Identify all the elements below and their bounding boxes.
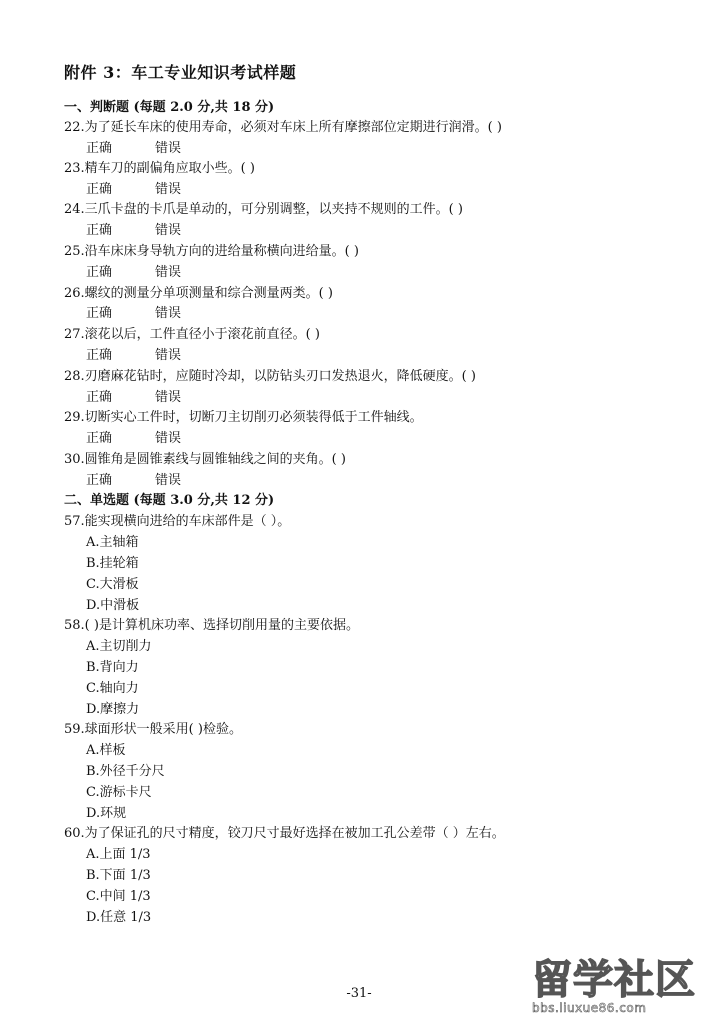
question-29: 29.切断实心工件时，切断刀主切削刃必须装得低于工件轴线。 [64, 410, 423, 425]
correct-option: 正确 [86, 223, 113, 238]
question-57: 57.能实现横向进给的车床部件是（ ）。 [64, 514, 291, 529]
correct-option: 正确 [86, 182, 113, 197]
option-57-a: A.主轴箱 [86, 535, 139, 550]
watermark-logo-text: 留学社区 [532, 957, 696, 1003]
correct-option: 正确 [86, 390, 113, 405]
section-heading-true-false: 一、判断题 (每题 2.0 分,共 18 分) [64, 100, 275, 115]
question-28: 28.刃磨麻花钻时，应随时冷却，以防钻头刃口发热退火，降低硬度。( ) [64, 369, 476, 384]
section-heading-single-choice: 二、单选题 (每题 3.0 分,共 12 分) [64, 493, 275, 508]
option-57-c: C.大滑板 [86, 577, 139, 592]
question-25: 25.沿车床床身导轨方向的进给量称横向进给量。( ) [64, 244, 359, 259]
option-58-a: A.主切削力 [86, 639, 152, 654]
wrong-option: 错误 [155, 141, 182, 156]
wrong-option: 错误 [155, 431, 182, 446]
correct-option: 正确 [86, 141, 113, 156]
option-57-d: D.中滑板 [86, 598, 140, 613]
option-60-a: A.上面 1/3 [86, 847, 151, 862]
question-24: 24.三爪卡盘的卡爪是单动的，可分别调整，以夹持不规则的工件。( ) [64, 202, 463, 217]
watermark-url-text: bbs.liuxue86.com [532, 1001, 647, 1015]
correct-option: 正确 [86, 306, 113, 321]
correct-option: 正确 [86, 348, 113, 363]
wrong-option: 错误 [155, 348, 182, 363]
wrong-option: 错误 [155, 473, 182, 488]
correct-option: 正确 [86, 473, 113, 488]
option-59-d: D.环规 [86, 806, 127, 821]
correct-option: 正确 [86, 265, 113, 280]
page-number: -31- [346, 986, 372, 1001]
correct-option: 正确 [86, 431, 113, 446]
wrong-option: 错误 [155, 390, 182, 405]
option-60-d: D.任意 1/3 [86, 910, 152, 925]
wrong-option: 错误 [155, 182, 182, 197]
question-30: 30.圆锥角是圆锥素线与圆锥轴线之间的夹角。( ) [64, 452, 346, 467]
question-58: 58.( )是计算机床功率、选择切削用量的主要依据。 [64, 618, 359, 633]
question-60: 60.为了保证孔的尺寸精度，铰刀尺寸最好选择在被加工孔公差带（ ）左右。 [64, 826, 505, 841]
option-60-b: B.下面 1/3 [86, 868, 151, 883]
option-59-a: A.样板 [86, 743, 126, 758]
wrong-option: 错误 [155, 223, 182, 238]
question-27: 27.滚花以后，工件直径小于滚花前直径。( ) [64, 327, 320, 342]
option-57-b: B.挂轮箱 [86, 556, 139, 571]
site-watermark [532, 957, 702, 1020]
option-58-d: D.摩擦力 [86, 702, 140, 717]
option-59-b: B.外径千分尺 [86, 764, 165, 779]
wrong-option: 错误 [155, 306, 182, 321]
option-58-c: C.轴向力 [86, 681, 139, 696]
question-22: 22.为了延长车床的使用寿命，必须对车床上所有摩擦部位定期进行润滑。( ) [64, 120, 502, 135]
wrong-option: 错误 [155, 265, 182, 280]
option-60-c: C.中间 1/3 [86, 889, 151, 904]
page-title: 附件 3：车工专业知识考试样题 [64, 63, 297, 82]
option-59-c: C.游标卡尺 [86, 785, 152, 800]
option-58-b: B.背向力 [86, 660, 139, 675]
question-23: 23.精车刀的副偏角应取小些。( ) [64, 161, 255, 176]
question-26: 26.螺纹的测量分单项测量和综合测量两类。( ) [64, 286, 333, 301]
question-59: 59.球面形状一般采用( )检验。 [64, 722, 242, 737]
